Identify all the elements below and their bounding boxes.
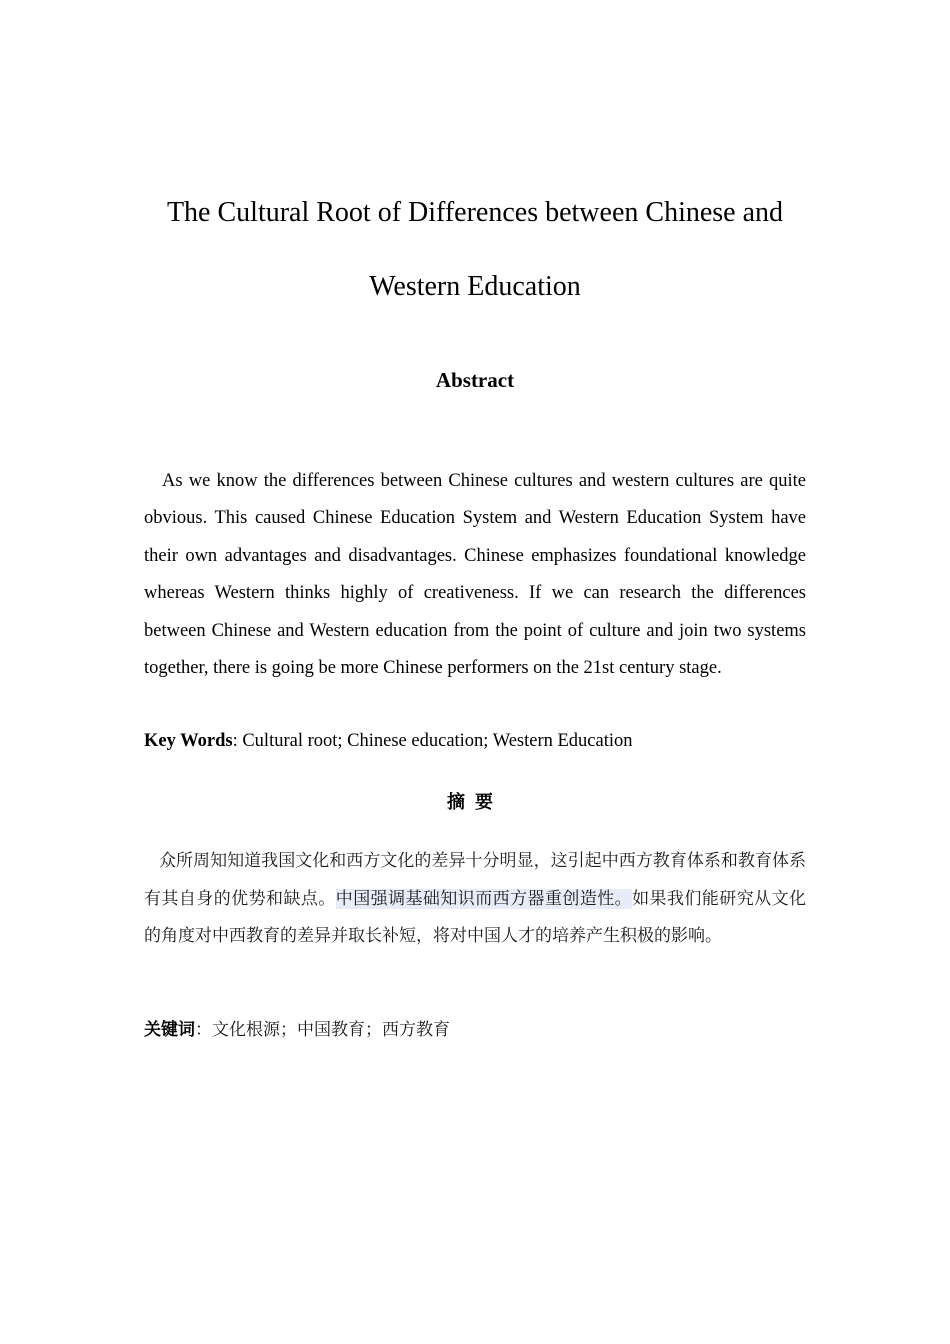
paper-title-line-2: Western Education bbox=[369, 271, 581, 302]
abstract-body: As we know the differences between Chinese cultures and western cultures are quite obvious. This caused Chinese Education System and Western Education System have their own advantages and disadvantages. Chinese emphasizes foundational knowledge whereas Western thinks highly of creativeness. If we can research the differences between Chinese and Western education from the point of culture and join two systems together, there is going be more Chinese performers on the 21st century stage. bbox=[144, 471, 806, 679]
abstract-heading: Abstract bbox=[435, 368, 515, 392]
keywords-line bbox=[144, 727, 806, 755]
keywords-label: Key Words bbox=[144, 731, 233, 751]
chinese-abstract-text-part-1: 众所周知知道我国文化和西方文化的差异十分明显，这引起中西方教育体系和教育体系有其自身的优势和缺点。 bbox=[144, 851, 806, 909]
chinese-keywords-label: 关键词 bbox=[144, 1020, 195, 1040]
chinese-abstract-highlighted-text[interactable]: 中国强调基础知识而西方器重创造性。 bbox=[335, 888, 633, 909]
keywords-text: : Cultural root; Chinese education; Western Education bbox=[232, 731, 633, 751]
chinese-keywords-text: ：文化根源；中国教育；西方教育 bbox=[195, 1020, 450, 1040]
chinese-abstract-text-part-2: 如果我们能研究从文化的角度对中西教育的差异并取长补短，将对中国人才的培养产生积极的影响。 bbox=[144, 888, 807, 947]
chinese-abstract-heading: 摘要 bbox=[447, 792, 503, 813]
chinese-abstract-body bbox=[144, 843, 806, 956]
paper-title-line-1: The Cultural Root of Differences between Chinese and bbox=[166, 197, 784, 228]
chinese-keywords-line bbox=[144, 1016, 806, 1044]
